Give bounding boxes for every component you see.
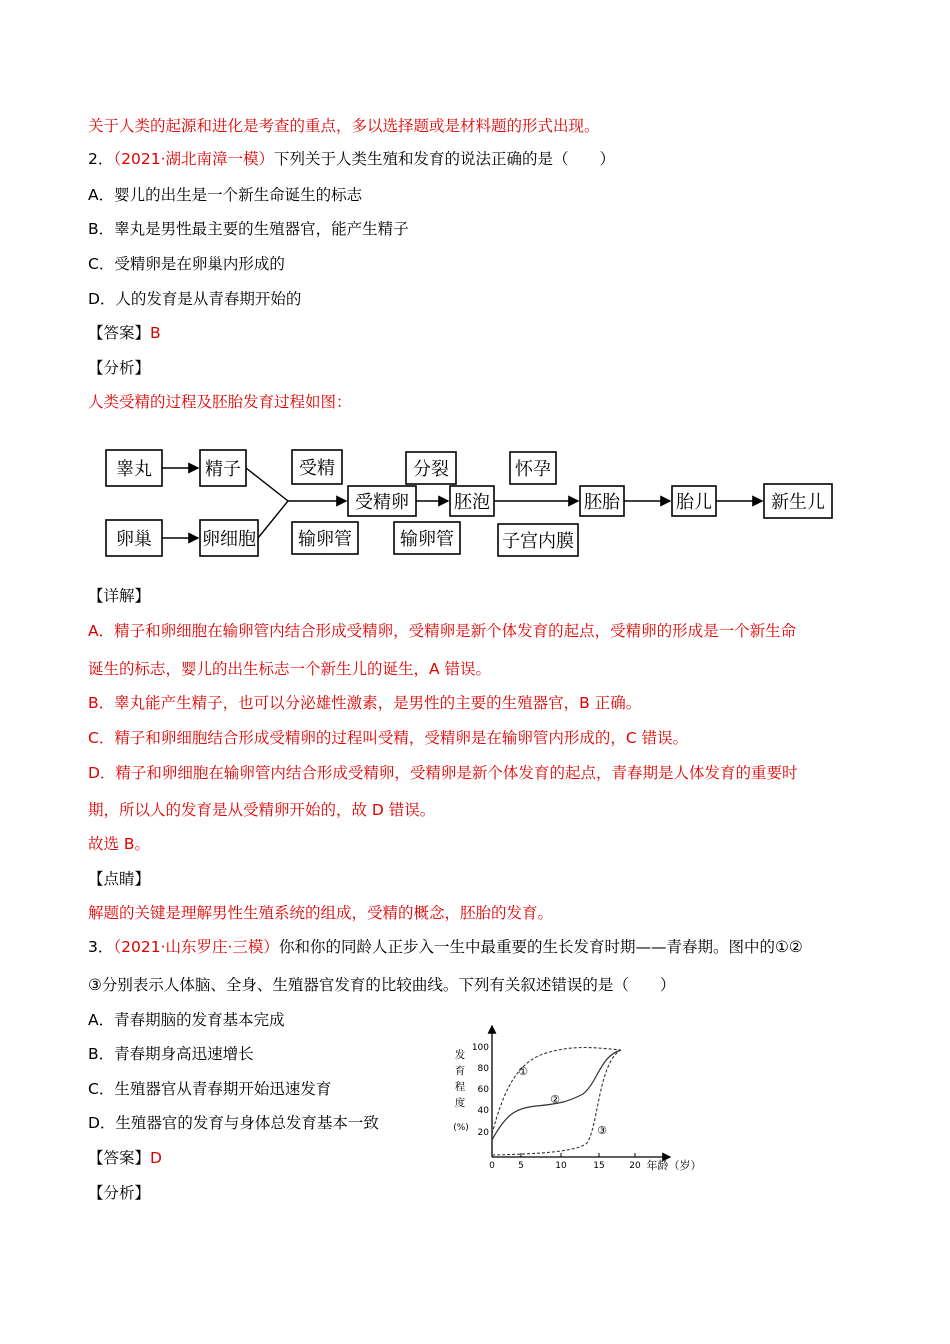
q2-point-tag: 【点睛】	[88, 870, 151, 888]
curve-label-1: ①	[518, 1065, 528, 1078]
q2-analysis-text: 人类受精的过程及胚胎发育过程如图：	[88, 393, 352, 411]
question-2-number: 2．	[88, 150, 114, 168]
y-axis-unit: (%)	[453, 1123, 469, 1133]
answer-tag: 【答案】	[88, 324, 151, 342]
pregnancy-label: 怀孕	[515, 459, 551, 480]
blastocyst-label: 胚泡	[454, 492, 490, 513]
y-tick-20: 20	[477, 1128, 489, 1138]
fetus-label: 胎儿	[676, 492, 712, 513]
embryo-label: 胚胎	[584, 492, 620, 513]
q2-detail-line-7: 故选 B。	[88, 835, 151, 853]
y-axis-char-3: 程	[454, 1081, 466, 1093]
q3-answer	[88, 1147, 162, 1169]
oviduct-label-2: 输卵管	[400, 529, 454, 550]
q3-analysis-tag: 【分析】	[88, 1184, 151, 1202]
fertilization-flow-diagram	[100, 440, 845, 565]
testis-label: 睾丸	[116, 459, 152, 480]
q3-option-c: C．生殖器官从青春期开始迅速发育	[88, 1080, 332, 1098]
zygote-label: 受精卵	[355, 492, 409, 513]
question-2-text: 下列关于人类生殖和发育的说法正确的是（ ）	[274, 150, 616, 168]
sperm-label: 精子	[205, 459, 241, 480]
question-3-source: （2021·山东罗庄·三模）	[113, 938, 279, 956]
curve-label-3: ③	[597, 1124, 607, 1137]
endometrium-label: 子宫内膜	[502, 531, 574, 552]
y-tick-80: 80	[477, 1064, 489, 1074]
y-axis-char-1: 发	[454, 1049, 466, 1061]
oviduct-label-1: 输卵管	[298, 529, 352, 550]
q3-option-a: A．青春期脑的发育基本完成	[88, 1011, 285, 1029]
q2-detail-line-2: 诞生的标志，婴儿的出生标志一个新生儿的诞生，A 错误。	[88, 660, 492, 678]
question-2-source: （2021·湖北南漳一模）	[113, 150, 274, 168]
q2-answer	[88, 322, 161, 344]
newborn-label: 新生儿	[771, 492, 825, 513]
q2-detail-line-1: A．精子和卵细胞在输卵管内结合形成受精卵，受精卵是新个体发育的起点，受精卵的形成是一个新生命	[88, 622, 797, 640]
egg-label: 卵细胞	[202, 529, 256, 550]
q2-detail-line-3: B．睾丸能产生精子，也可以分泌雄性激素，是男性的主要的生殖器官，B 正确。	[88, 694, 642, 712]
q2-detail-line-4: C．精子和卵细胞结合形成受精卵的过程叫受精，受精卵是在输卵管内形成的，C 错误。	[88, 729, 689, 747]
question-3-number: 3．	[88, 938, 114, 956]
x-tick-20: 20	[629, 1161, 641, 1171]
answer-tag: 【答案】	[88, 1149, 151, 1167]
q2-analysis-tag: 【分析】	[88, 359, 151, 377]
x-axis-label: 年龄（岁）	[646, 1159, 702, 1172]
curve-1-brain	[492, 1048, 621, 1135]
y-tick-100: 100	[471, 1043, 489, 1053]
q2-option-c: C．受精卵是在卵巢内形成的	[88, 255, 285, 273]
y-axis-char-2: 育	[454, 1065, 466, 1077]
question-3-text-1: 你和你的同龄人正步入一生中最重要的生长发育时期——青春期。图中的①②	[278, 938, 803, 956]
x-tick-5: 5	[518, 1161, 524, 1171]
q2-detail-tag: 【详解】	[88, 587, 151, 605]
y-tick-60: 60	[477, 1085, 489, 1095]
q2-point-text: 解题的关键是理解男性生殖系统的组成，受精的概念，胚胎的发育。	[88, 904, 554, 922]
q2-option-d: D．人的发育是从青春期开始的	[88, 290, 302, 308]
development-curve-chart	[448, 1022, 710, 1174]
answer-value: B	[150, 324, 161, 342]
x-tick-15: 15	[593, 1161, 605, 1171]
curve-label-2: ②	[550, 1093, 560, 1106]
question-2-stem	[88, 148, 615, 170]
q3-option-d: D．生殖器官的发育与身体总发育基本一致	[88, 1114, 379, 1132]
q2-detail-line-6: 期，所以人的发育是从受精卵开始的，故 D 错误。	[88, 801, 436, 819]
q3-option-b: B．青春期身高迅速增长	[88, 1045, 254, 1063]
cleavage-label: 分裂	[413, 459, 449, 480]
question-3-stem-line-1	[88, 936, 803, 958]
ovary-label: 卵巢	[116, 529, 152, 550]
y-axis-char-4: 度	[454, 1097, 466, 1109]
q2-option-b: B．睾丸是男性最主要的生殖器官，能产生精子	[88, 220, 409, 238]
answer-value: D	[150, 1149, 162, 1167]
fertilization-label: 受精	[299, 458, 335, 479]
y-tick-40: 40	[477, 1106, 489, 1116]
intro-text: 关于人类的起源和进化是考查的重点，多以选择题或是材料题的形式出现。	[88, 117, 600, 135]
question-3-stem-line-2: ③分别表示人体脑、全身、生殖器官发育的比较曲线。下列有关叙述错误的是（ ）	[88, 976, 676, 994]
q2-detail-line-5: D．精子和卵细胞在输卵管内结合形成受精卵，受精卵是新个体发育的起点，青春期是人体发育的重要时	[88, 764, 798, 782]
x-tick-10: 10	[555, 1161, 567, 1171]
q2-option-a: A．婴儿的出生是一个新生命诞生的标志	[88, 186, 363, 204]
x-tick-0: 0	[489, 1161, 495, 1171]
